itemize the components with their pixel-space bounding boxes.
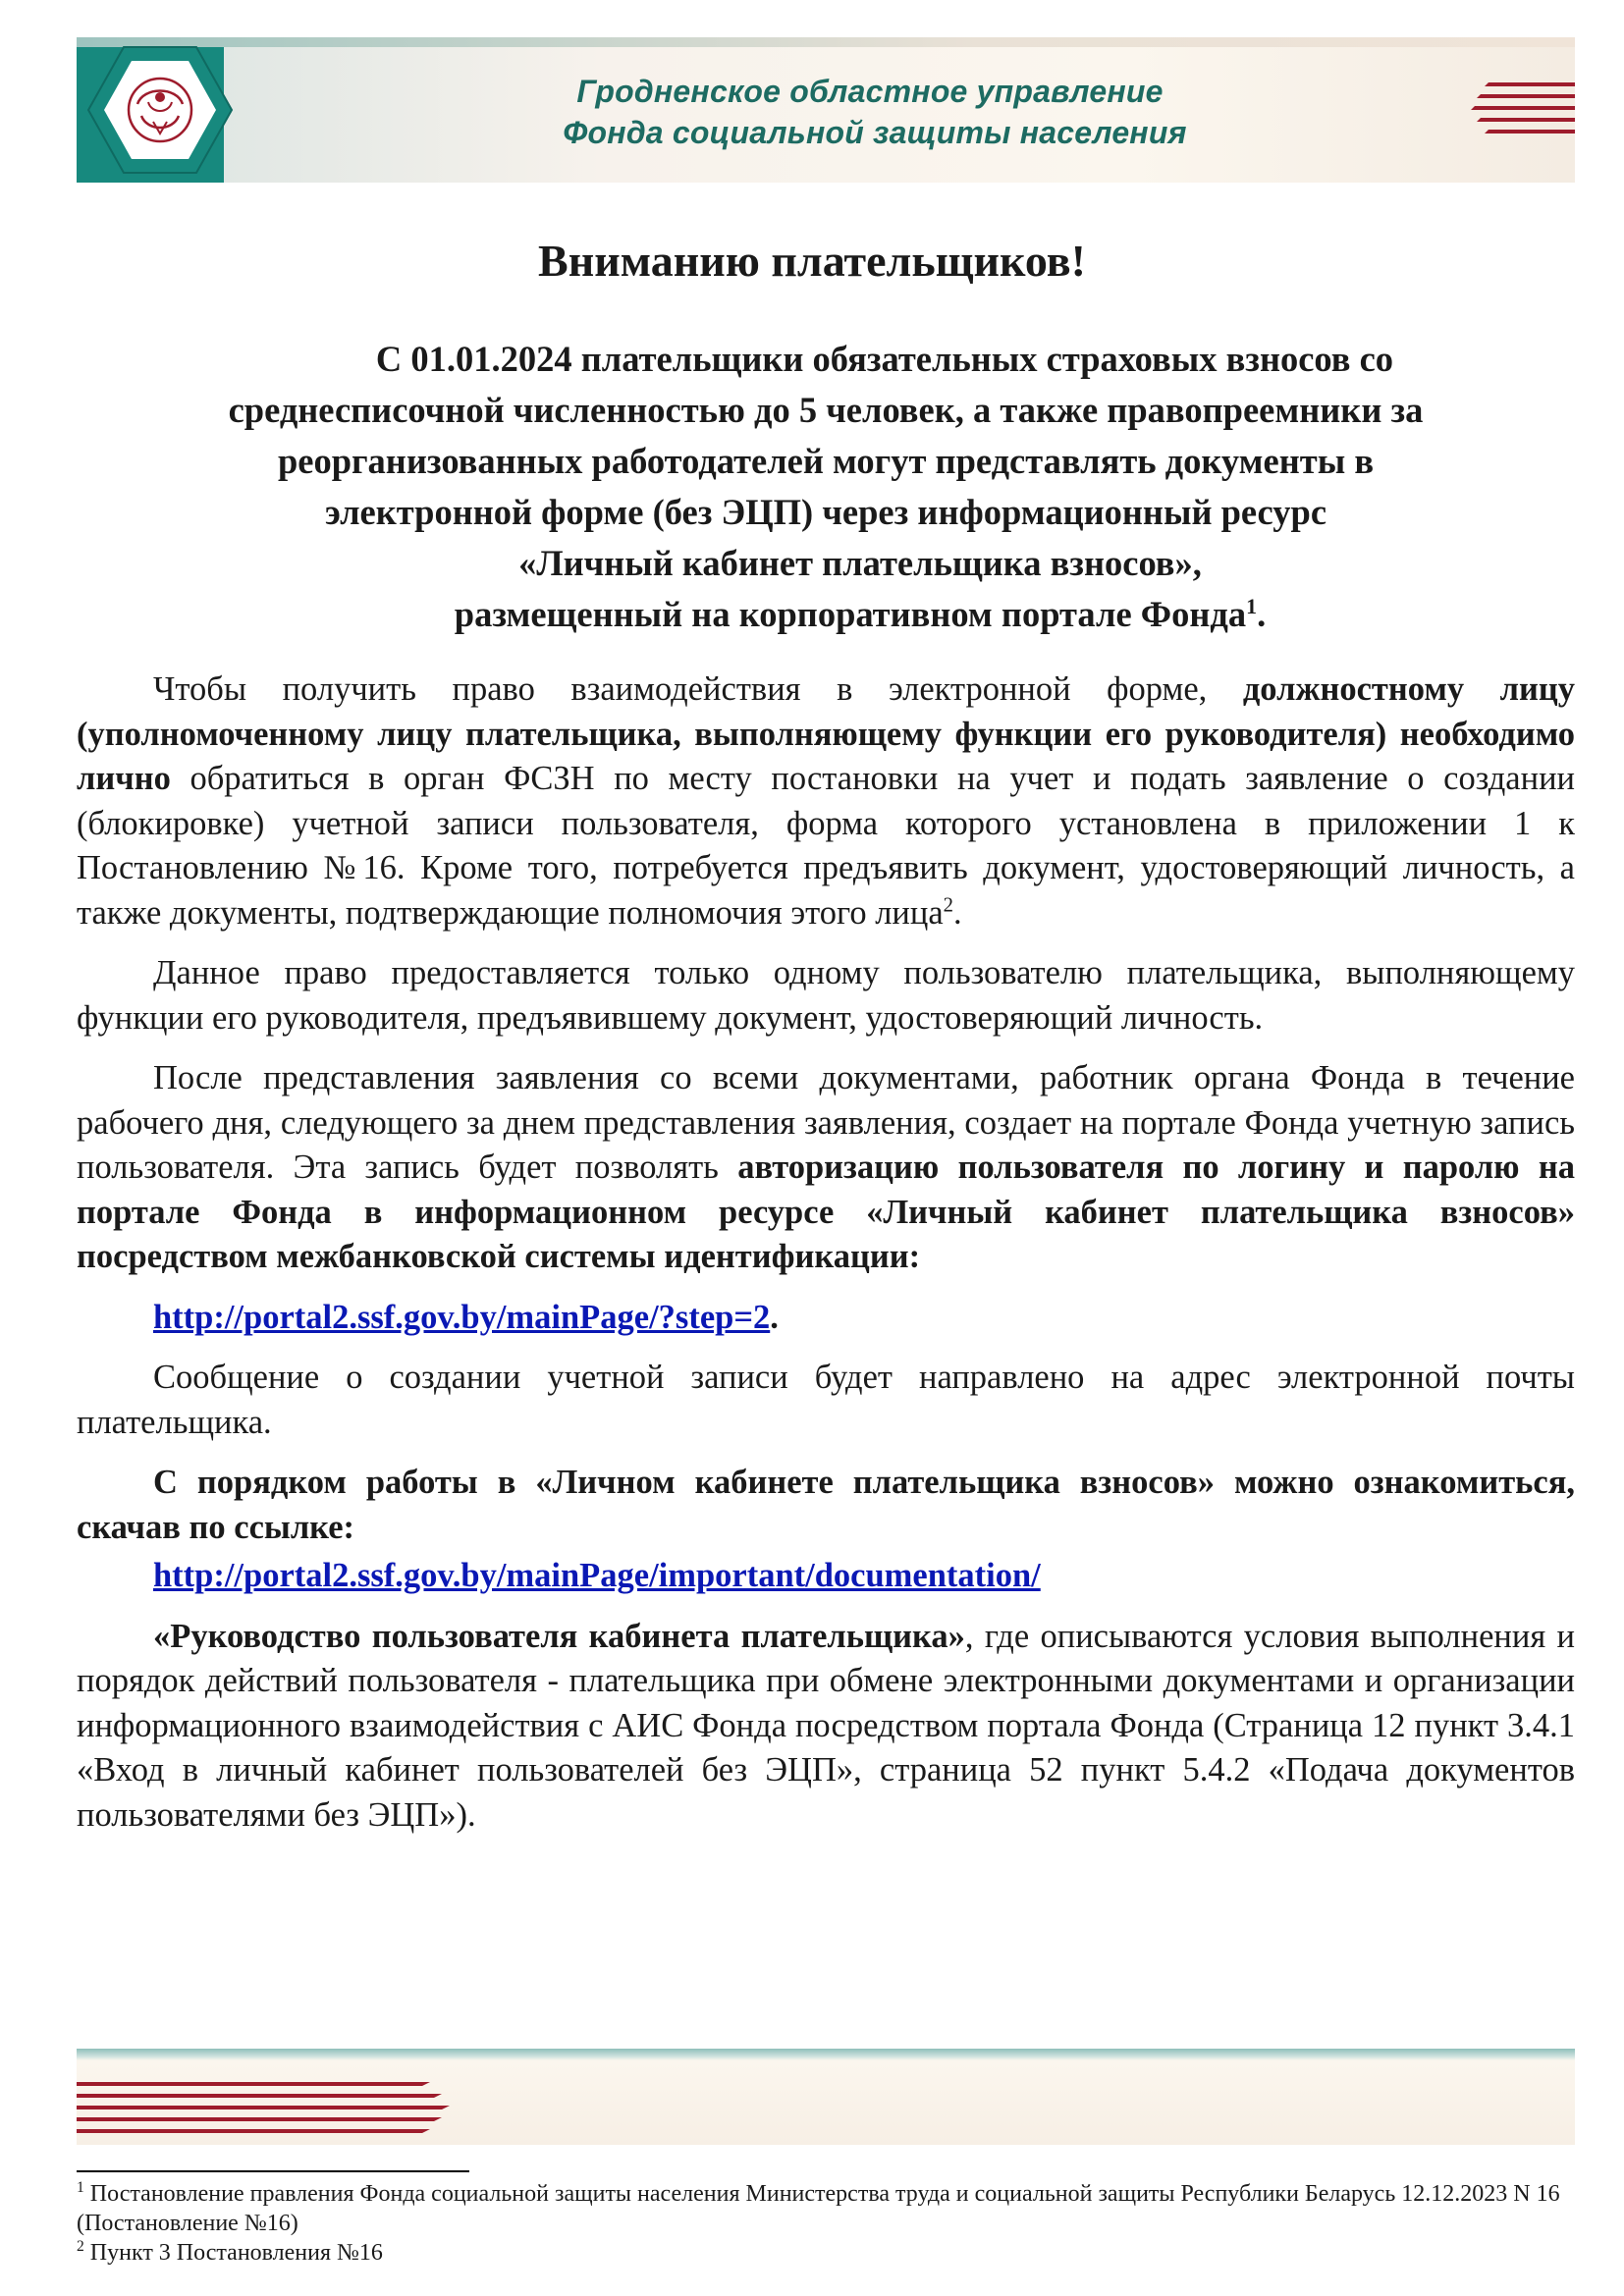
announcement-subheading — [77, 334, 1575, 640]
paragraph-manual-intro — [77, 1461, 1575, 1550]
subheading-line: реорганизованных работодателей могут представлять документы в — [277, 441, 1375, 481]
header-banner — [77, 37, 1575, 183]
subheading-line-end: . — [1257, 594, 1267, 634]
document-body — [77, 667, 1575, 1853]
decorative-stripes-icon — [1467, 80, 1575, 135]
decorative-stripes-icon — [77, 2078, 450, 2137]
paragraph-emphasis: С порядком работы в «Личном кабинете плательщика взносов» можно ознакомиться, скачав по ссылке: — [77, 1464, 1575, 1546]
subheading-line-text: размещенный на корпоративном портале Фонда — [454, 594, 1247, 634]
footnote-ref-1[interactable]: 1 — [1246, 593, 1258, 618]
documentation-link[interactable]: http://portal2.ssf.gov.by/mainPage/important/documentation/ — [153, 1557, 1041, 1594]
org-name-line2: Фонда социальной защиты населения — [563, 115, 1187, 150]
subheading-line: электронной форме (без ЭЦП) через информационный ресурс — [324, 492, 1327, 532]
paragraph-emphasis: авторизацию пользователя по логину и паролю на портале Фонда в информационном ресурсе «Личный кабинет плательщика взносов» посредством межбанковской системы идентификации: — [77, 1148, 1575, 1275]
subheading-line: «Личный кабинет плательщика взносов», — [518, 543, 1202, 583]
footnote-number: 1 — [77, 2179, 84, 2196]
footnote-number: 2 — [77, 2238, 84, 2255]
banner-top-band — [77, 37, 1575, 47]
footnotes — [77, 2179, 1575, 2268]
paragraph-email-notice: Сообщение о создании учетной записи будет направлено на адрес электронной почты плательщика. — [77, 1359, 1575, 1441]
paragraph-emphasis: «Руководство пользователя кабинета плательщика» — [153, 1617, 965, 1655]
paragraph-text: , где описываются условия выполнения и порядок действий пользователя - плательщика при обмене электронными документами и организации информационного взаимодействия с АИС Фонда посредством портала Фонда (Страница 12 пункт 3.4.1 «Вход в личный кабинет пользователей без ЭЦП», страница 52 пункт 5.4.2 «Подача документов пользователями без ЭЦП»). — [77, 1617, 1575, 1834]
portal-login-link[interactable]: http://portal2.ssf.gov.by/mainPage/?step=2 — [153, 1298, 771, 1336]
footnote-2 — [77, 2238, 1575, 2268]
subheading-line-with-footnote — [77, 589, 1575, 640]
paragraph-single-user: Данное право предоставляется только одному пользователю плательщика, выполняющему функции его руководителя, предъявившему документ, удостоверяющий личность. — [77, 954, 1575, 1037]
org-name-line1: Гродненское областное управление — [576, 74, 1164, 109]
page-title: Вниманию плательщиков! — [538, 236, 1086, 286]
banner-title — [77, 71, 1575, 153]
portal-link-line — [77, 1296, 1575, 1341]
subheading-line: среднесписочной численностью до 5 человек, а также правопреемники за — [228, 390, 1424, 430]
paragraph-user-guide — [77, 1615, 1575, 1839]
footer-banner — [77, 2049, 1575, 2145]
footnote-1 — [77, 2179, 1575, 2238]
paragraph-account-creation — [77, 1056, 1575, 1280]
footnote-text: Пункт 3 Постановления №16 — [83, 2240, 383, 2266]
paragraph-text: После представления заявления со всеми документами, работник органа Фонда в течение рабочего дня, следующего за днем представления заявления, создает на портале Фонда учетную запись пользователя. Эта запись будет позволять — [77, 1059, 1575, 1186]
footnote-separator — [77, 2170, 469, 2172]
paragraph-access-rights — [77, 667, 1575, 935]
paragraph-text: Чтобы получить право взаимодействия в электронной форме, — [153, 670, 1243, 708]
documentation-link-line — [77, 1554, 1575, 1599]
paragraph-text: . — [953, 893, 962, 932]
link-period: . — [770, 1298, 779, 1336]
footnote-ref-2[interactable]: 2 — [943, 894, 953, 916]
footnote-text: Постановление правления Фонда социальной защиты населения Министерства труда и социальной защиты Республики Беларусь 12.12.2023 N 16 (Постановление №16) — [77, 2181, 1560, 2236]
subheading-line: С 01.01.2024 плательщики обязательных страховых взносов со — [375, 339, 1394, 379]
paragraph-emphasis: должностному лицу (уполномоченному лицу плательщика, выполняющему функции его руководителя) необходимо лично — [77, 670, 1575, 797]
paragraph-text: обратиться в орган ФСЗН по месту постановки на учет и подать заявление о создании (блокировке) учетной записи пользователя, форма которого установлена в приложении 1 к Постановлению №16. Кроме того, потребуется предъявить документ, удостоверяющий личность, а также документы, подтверждающие полномочия этого лица — [77, 760, 1575, 932]
